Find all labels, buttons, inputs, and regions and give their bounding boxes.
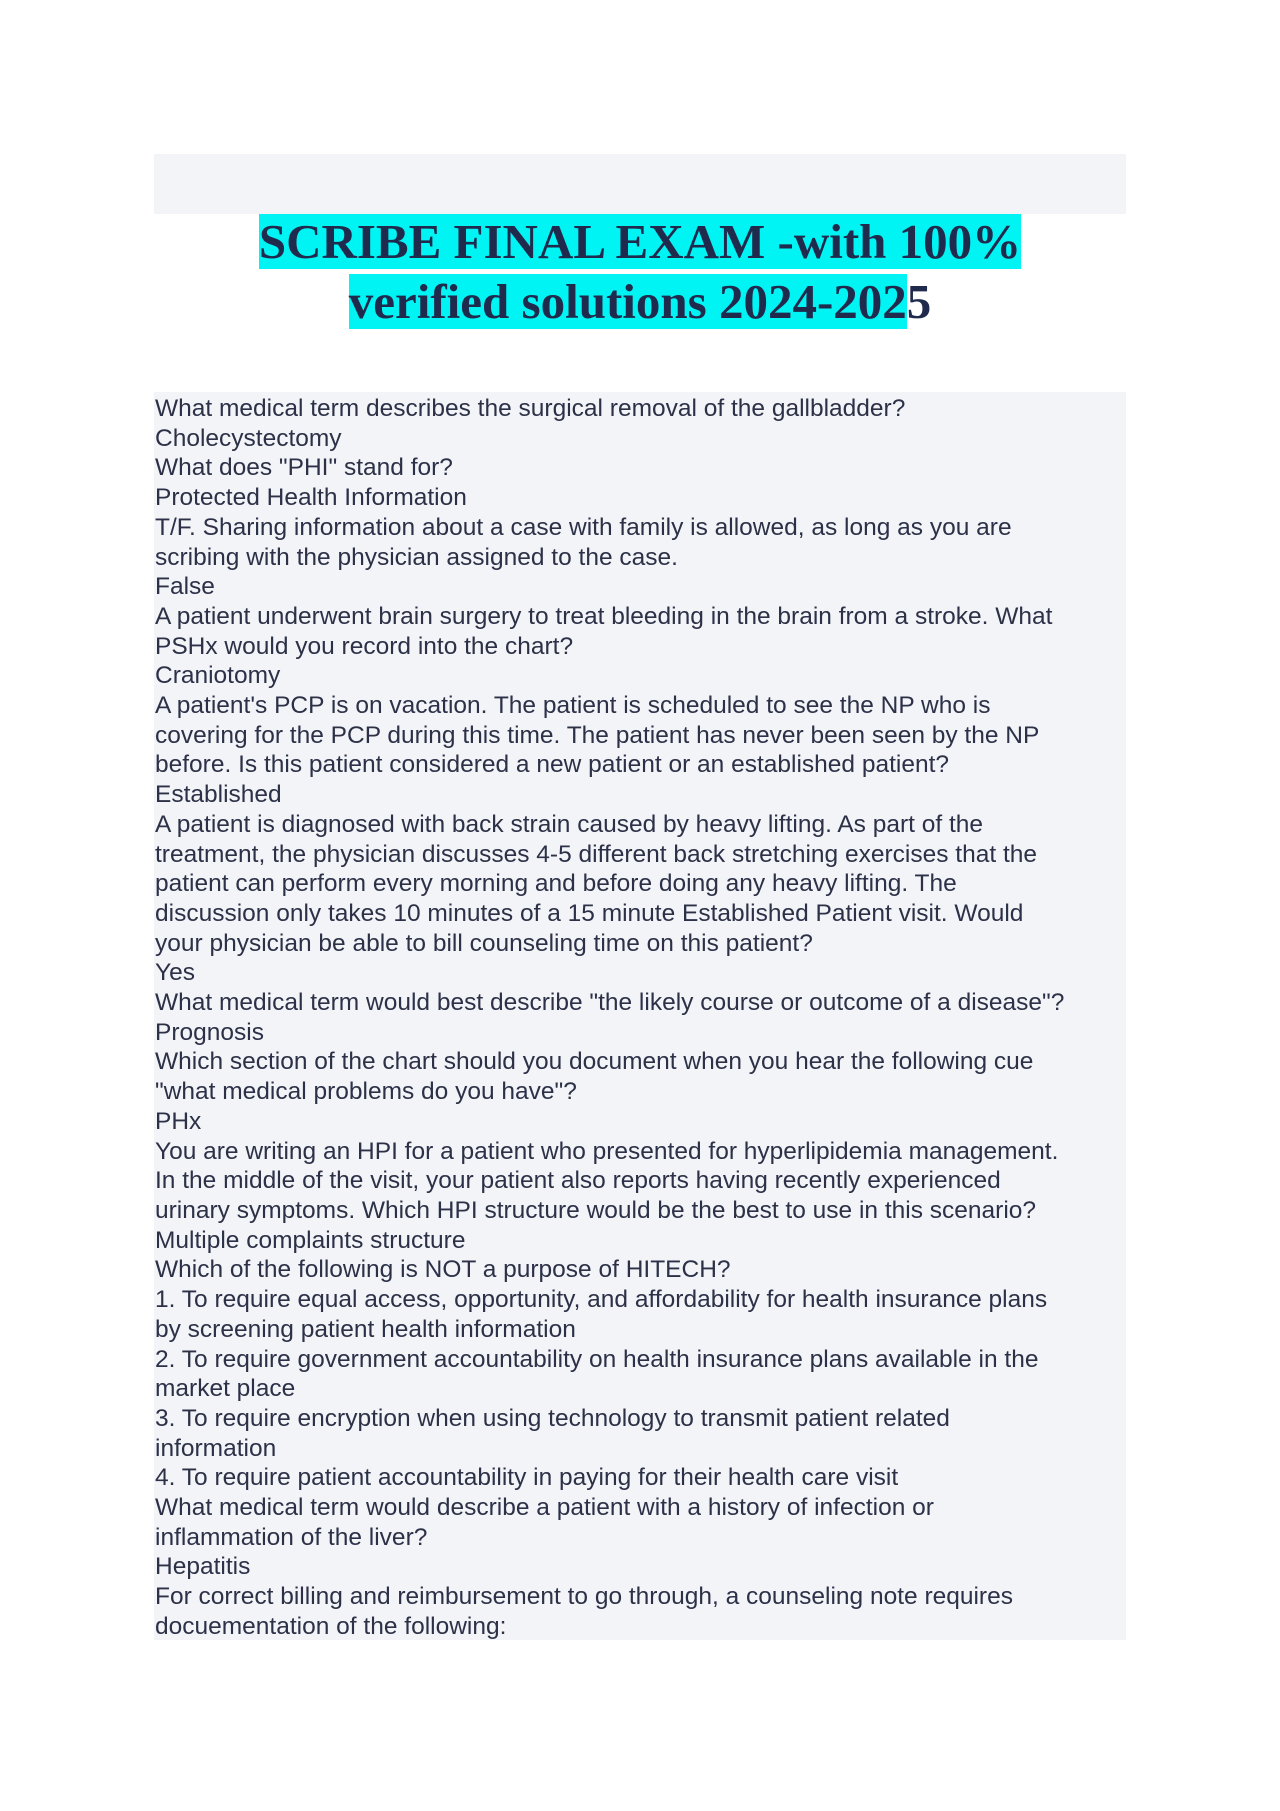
text-line: You are writing an HPI for a patient who presented for hyperlipidemia management. xyxy=(155,1137,1059,1165)
text-line: Cholecystectomy xyxy=(155,424,342,452)
title-highlight-2: verified solutions 2024-202 xyxy=(348,274,907,329)
text-line: treatment, the physician discusses 4-5 different back stretching exercises that the xyxy=(155,840,1037,868)
text-line: Hepatitis xyxy=(155,1553,251,1581)
text-line: False xyxy=(155,573,215,601)
text-line: 2. To require government accountability on health insurance plans available in the xyxy=(155,1345,1039,1373)
text-line: Which section of the chart should you document when you hear the following cue xyxy=(155,1048,1034,1076)
text-line: information xyxy=(155,1434,277,1462)
text-line: docuementation of the following: xyxy=(155,1612,507,1640)
text-line: 4. To require patient accountability in paying for their health care visit xyxy=(155,1464,899,1492)
title-line-1 xyxy=(154,212,1126,272)
title-highlight-1: SCRIBE FINAL EXAM -with 100% xyxy=(258,214,1022,269)
text-line: inflammation of the liver? xyxy=(155,1523,428,1551)
text-line: A patient is diagnosed with back strain caused by heavy lifting. As part of the xyxy=(155,810,984,838)
document-title xyxy=(154,212,1126,332)
text-line: 1. To require equal access, opportunity, and affordability for health insurance plans xyxy=(155,1286,1048,1314)
text-line: before. Is this patient considered a new patient or an established patient? xyxy=(155,751,950,779)
top-band xyxy=(154,154,1126,214)
title-tail: 5 xyxy=(906,274,932,329)
text-line: Established xyxy=(155,781,282,809)
title-line-2 xyxy=(154,272,1126,332)
text-line: A patient underwent brain surgery to treat bleeding in the brain from a stroke. What xyxy=(155,602,1053,630)
text-line: PSHx would you record into the chart? xyxy=(155,632,574,660)
text-line: Prognosis xyxy=(155,1018,264,1046)
text-line: Multiple complaints structure xyxy=(155,1226,466,1254)
text-line: T/F. Sharing information about a case with family is allowed, as long as you are xyxy=(155,513,1012,541)
text-line: your physician be able to bill counseling time on this patient? xyxy=(155,929,813,957)
text-line: Craniotomy xyxy=(155,662,281,690)
qa-content-panel xyxy=(154,392,1126,1640)
text-line: Yes xyxy=(155,959,195,987)
text-line: market place xyxy=(155,1375,296,1403)
text-line: For correct billing and reimbursement to go through, a counseling note requires xyxy=(155,1583,1013,1611)
text-line: Protected Health Information xyxy=(155,484,467,512)
text-line: What does "PHI" stand for? xyxy=(155,454,453,482)
text-line: "what medical problems do you have"? xyxy=(155,1078,577,1106)
text-line: discussion only takes 10 minutes of a 15 minute Established Patient visit. Would xyxy=(155,899,1024,927)
text-line: by screening patient health information xyxy=(155,1315,576,1343)
text-line: Which of the following is NOT a purpose of HITECH? xyxy=(155,1256,731,1284)
text-line: What medical term would describe a patient with a history of infection or xyxy=(155,1494,934,1522)
text-line: urinary symptoms. Which HPI structure would be the best to use in this scenario? xyxy=(155,1196,1037,1224)
text-line: In the middle of the visit, your patient also reports having recently experienced xyxy=(155,1167,1001,1195)
text-line: What medical term describes the surgical removal of the gallbladder? xyxy=(155,395,906,422)
text-line: scribing with the physician assigned to the case. xyxy=(155,543,678,571)
text-line: What medical term would best describe "the likely course or outcome of a disease"? xyxy=(155,989,1065,1017)
text-line: PHx xyxy=(155,1107,202,1135)
text-line: covering for the PCP during this time. The patient has never been seen by the NP xyxy=(155,721,1040,749)
text-line: A patient's PCP is on vacation. The patient is scheduled to see the NP who is xyxy=(155,692,991,720)
text-line: 3. To require encryption when using technology to transmit patient related xyxy=(155,1404,950,1432)
text-line: patient can perform every morning and before doing any heavy lifting. The xyxy=(155,870,957,898)
